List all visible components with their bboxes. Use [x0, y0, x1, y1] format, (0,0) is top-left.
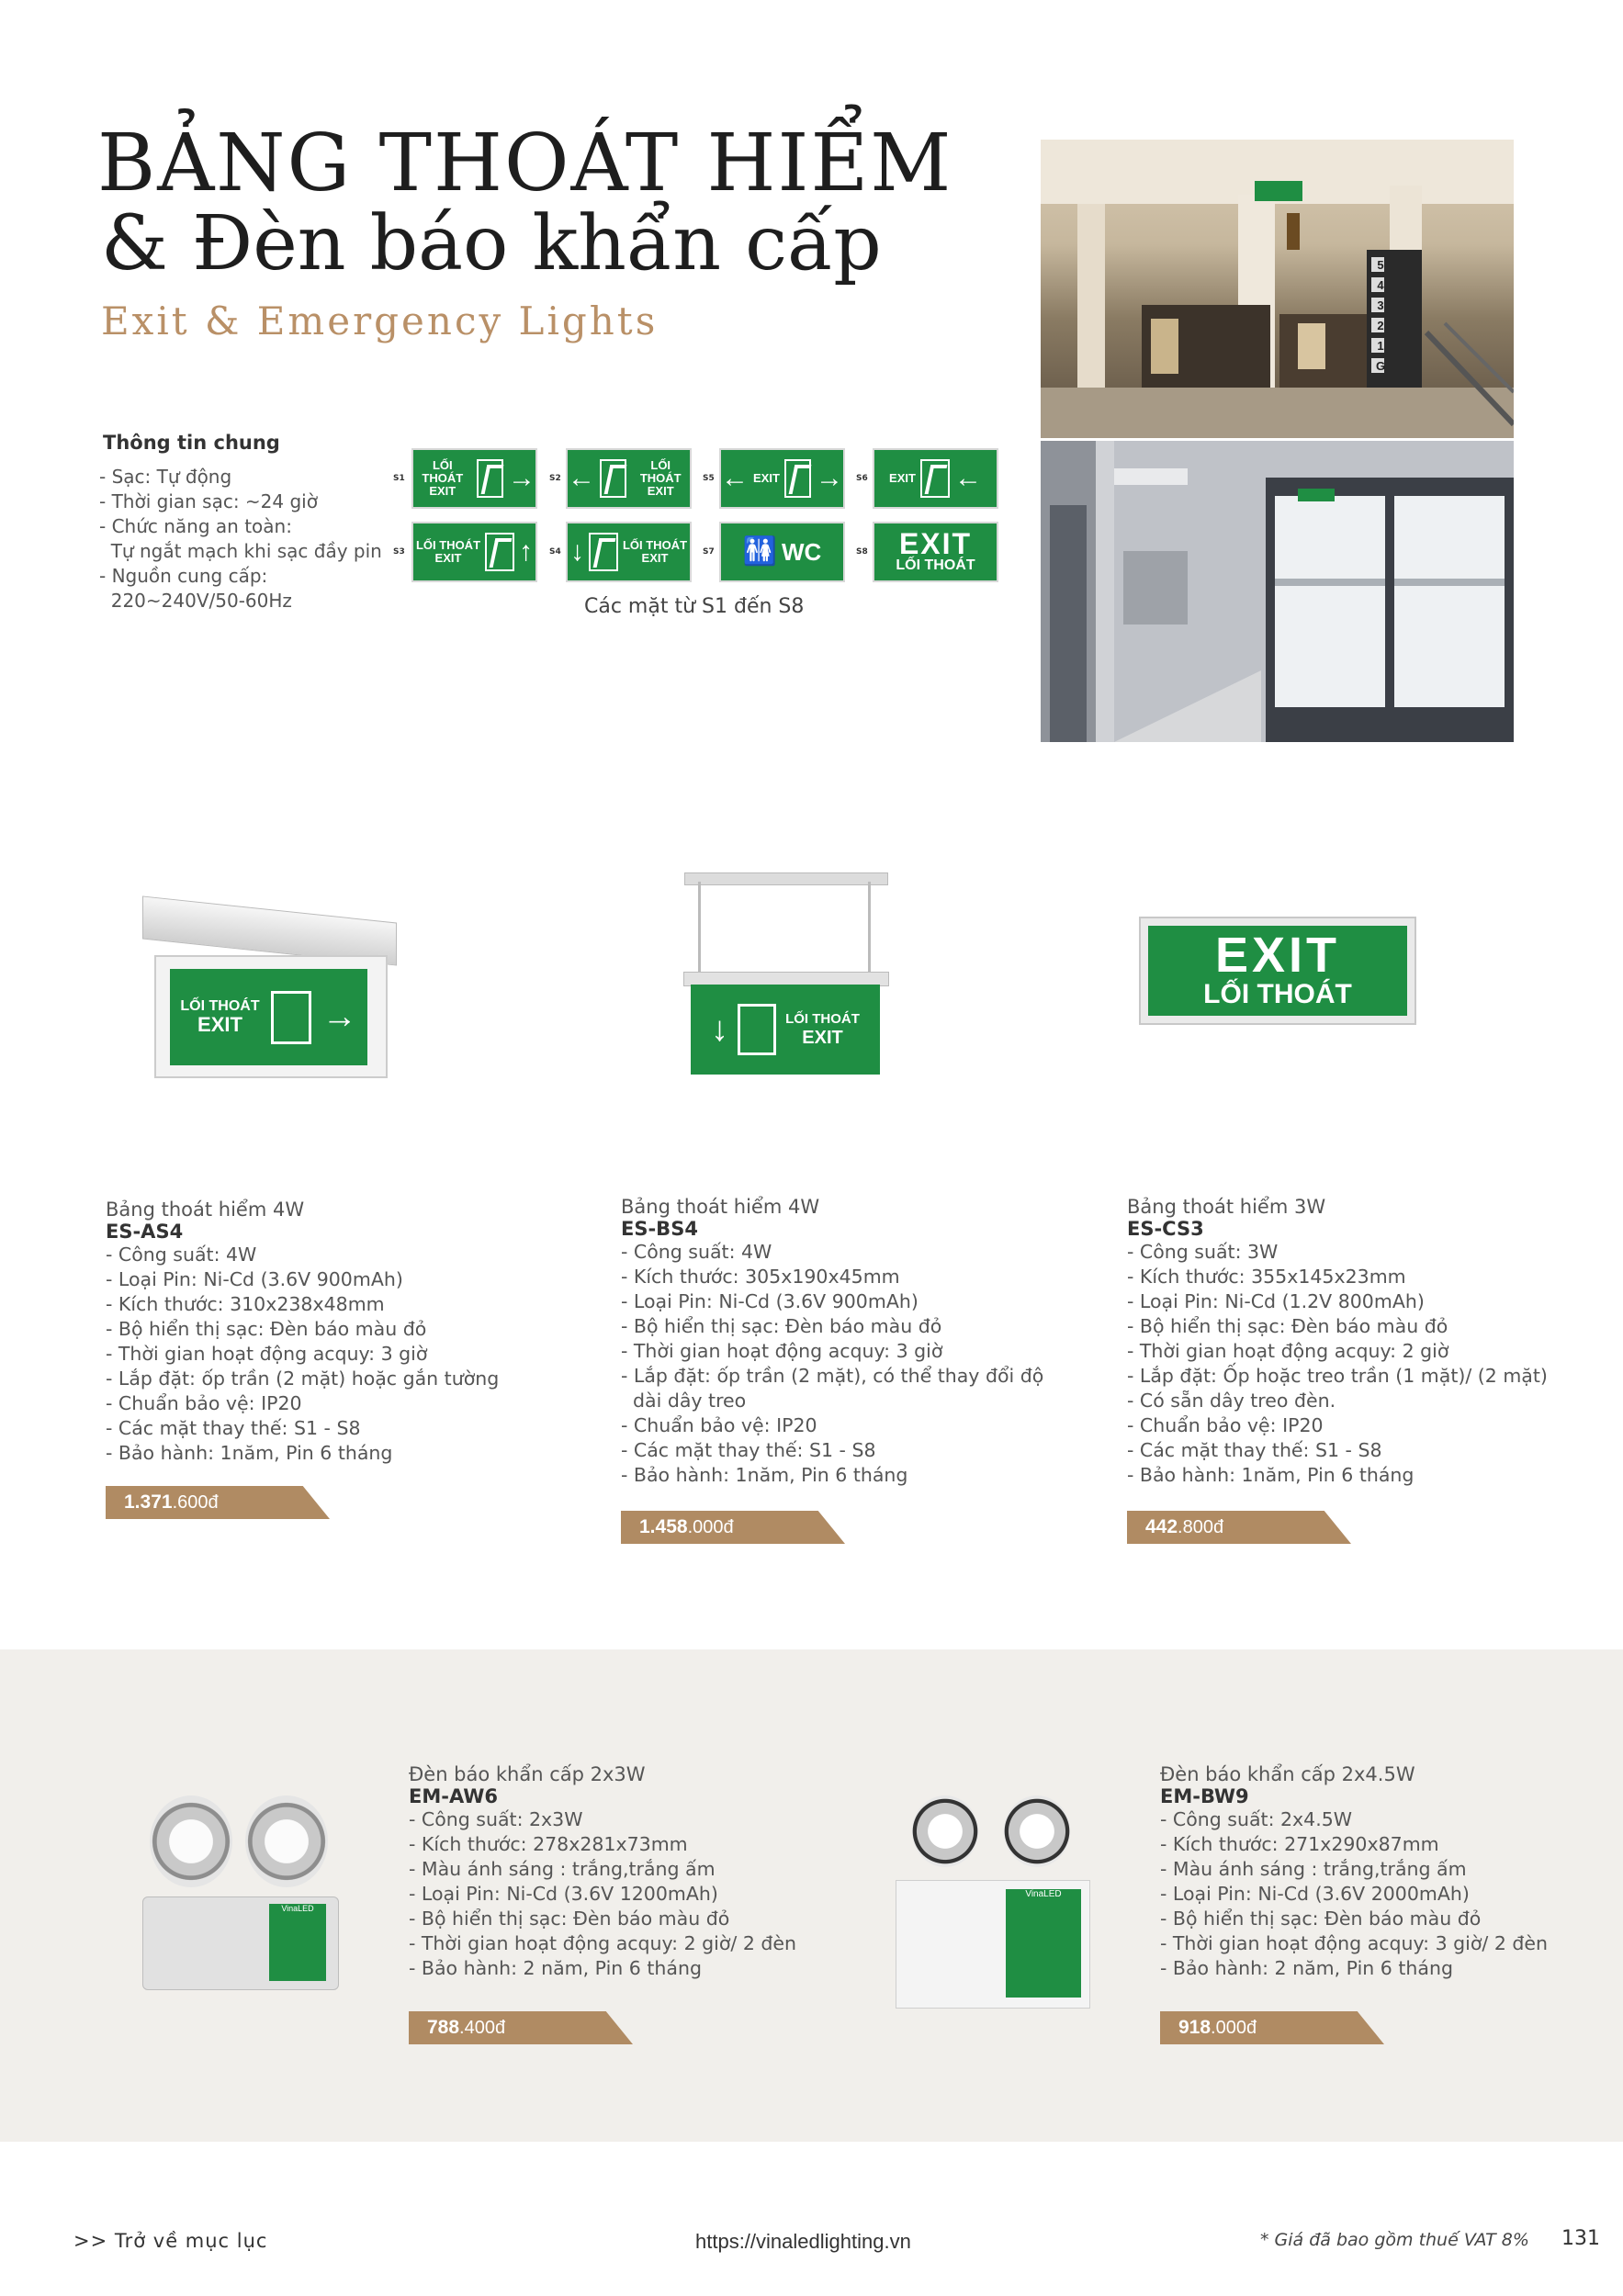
page-number: 131	[1561, 2227, 1600, 2250]
spec-line: - Kích thước: 271x290x87mm	[1160, 1833, 1439, 1855]
brand-panel: VinaLED	[269, 1904, 326, 1981]
price-main: 1.371	[124, 1491, 173, 1513]
sign-text: EXIT	[753, 471, 780, 485]
price-main: 442	[1145, 1516, 1178, 1537]
spec-line: - Bảo hành: 1năm, Pin 6 tháng	[1127, 1464, 1414, 1486]
spec-line: - Thời gian hoạt động acquy: 3 giờ/ 2 đèn	[1160, 1932, 1549, 1954]
arrow-right-icon: →	[816, 463, 843, 493]
lamp-head-right	[245, 1795, 328, 1887]
exit-sign-face	[1148, 926, 1407, 1016]
sign-face-s7	[719, 522, 845, 582]
sign-text: EXIT	[647, 484, 674, 498]
product-image-em-bw9	[896, 1795, 1093, 2011]
spec-line: - Công suất: 4W	[621, 1241, 772, 1263]
price-main: 918	[1178, 2017, 1212, 2038]
spec-line: - Công suất: 2x3W	[409, 1808, 583, 1830]
sign-text: LỐI THOÁT	[422, 458, 464, 485]
arrow-left-icon: ←	[721, 463, 749, 493]
sign-face-s6	[873, 448, 998, 509]
product-code: EM-AW6	[409, 1785, 499, 1807]
arrow-up-icon: ↑	[519, 536, 534, 567]
price-main: 788	[427, 2017, 460, 2038]
sign-text: EXIT	[802, 1028, 843, 1048]
spec-line: - Kích thước: 305x190x45mm	[621, 1266, 900, 1288]
spec-line: - Bộ hiển thị sạc: Đèn báo màu đỏ	[1160, 1908, 1482, 1930]
spec-line: - Các mặt thay thế: S1 - S8	[106, 1417, 361, 1439]
product-code: ES-CS3	[1127, 1218, 1204, 1240]
spec-line: - Bộ hiển thị sạc: Đèn báo màu đỏ	[409, 1908, 730, 1930]
product-name: Đèn báo khẩn cấp 2x4.5W	[1160, 1763, 1415, 1785]
page-subtitle: Exit & Emergency Lights	[101, 298, 659, 343]
sign-text: LỐI THOÁT	[622, 538, 688, 552]
spec-line: - Kích thước: 278x281x73mm	[409, 1833, 688, 1855]
general-info-item: - Sạc: Tự động	[99, 466, 232, 488]
lamp-head-left	[912, 1795, 978, 1867]
price-tag-es-as4	[106, 1486, 330, 1519]
running-man-icon	[589, 533, 618, 571]
product-card-es-cs3	[1127, 1196, 1548, 1488]
spec-line: - Công suất: 2x4.5W	[1160, 1808, 1353, 1830]
website-link[interactable]: https://vinaledlighting.vn	[695, 2230, 911, 2253]
directory-floor: 1	[1377, 339, 1384, 353]
spec-line: - Bộ hiển thị sạc: Đèn báo màu đỏ	[621, 1315, 942, 1337]
directory-floor: G	[1375, 359, 1386, 373]
sign-id: S7	[703, 547, 715, 557]
arrow-right-icon: →	[508, 463, 535, 493]
sign-text: EXIT	[641, 551, 669, 565]
mall-interior-photo	[1041, 140, 1514, 438]
spec-line: - Công suất: 4W	[106, 1244, 257, 1266]
sign-face-s2	[566, 448, 692, 509]
sign-text: LỐI THOÁT	[1203, 979, 1352, 1009]
running-man-icon	[738, 1004, 776, 1055]
sign-id: S2	[549, 474, 561, 483]
price-rest: .400đ	[459, 2018, 506, 2038]
price-tag-es-cs3	[1127, 1511, 1351, 1544]
sign-id: S4	[549, 547, 561, 557]
spec-line: - Loại Pin: Ni-Cd (1.2V 800mAh)	[1127, 1290, 1425, 1312]
spec-line: - Chuẩn bảo vệ: IP20	[621, 1414, 817, 1436]
arrow-left-icon: ←	[568, 463, 595, 493]
hanging-wire	[868, 882, 871, 974]
directory-floor: 3	[1377, 298, 1384, 312]
spec-line: dài dây treo	[621, 1390, 747, 1412]
spec-line: - Thời gian hoạt động acquy: 2 giờ	[1127, 1340, 1449, 1362]
sign-face-s3	[411, 522, 537, 582]
product-card-em-aw6	[409, 1763, 796, 1981]
arrow-left-icon: ←	[953, 463, 982, 493]
product-card-em-bw9	[1160, 1763, 1548, 1981]
spec-line: - Loại Pin: Ni-Cd (3.6V 900mAh)	[106, 1268, 403, 1290]
general-info-item: - Thời gian sạc: ~24 giờ	[99, 490, 318, 512]
spec-line: - Loại Pin: Ni-Cd (3.6V 900mAh)	[621, 1290, 919, 1312]
sign-face-s8	[873, 522, 998, 582]
hanging-wire	[698, 882, 701, 974]
spec-line: - Bảo hành: 2 năm, Pin 6 tháng	[1160, 1957, 1453, 1979]
exit-sign-face	[691, 985, 880, 1075]
sign-id: S3	[393, 547, 405, 557]
general-info-item: Tự ngắt mạch khi sạc đầy pin	[99, 540, 382, 562]
spec-line: - Kích thước: 355x145x23mm	[1127, 1266, 1406, 1288]
spec-line: - Lắp đặt: ốp trần (2 mặt), có thể thay đổi độ	[621, 1365, 1044, 1387]
sign-id: S1	[393, 474, 405, 483]
product-image-es-cs3	[1139, 900, 1419, 1047]
spec-line: - Chuẩn bảo vệ: IP20	[106, 1392, 302, 1414]
sign-text: LỐI THOÁT	[896, 557, 975, 573]
spec-line: - Màu ánh sáng : trắng,trắng ấm	[1160, 1858, 1467, 1880]
product-image-em-aw6	[142, 1795, 340, 1998]
spec-line: - Lắp đặt: Ốp hoặc treo trần (1 mặt)/ (2 mặt)	[1127, 1365, 1548, 1387]
sign-text: WC	[782, 538, 822, 566]
sign-id: S6	[856, 474, 868, 483]
product-image-es-as4	[138, 900, 404, 1097]
spec-line: - Kích thước: 310x238x48mm	[106, 1293, 385, 1315]
sign-text: LỐI THOÁT	[415, 538, 481, 552]
page-title-line1: BẢNG THOÁT HIỂM	[97, 118, 953, 209]
sign-text: EXIT	[898, 527, 973, 560]
spec-line: - Các mặt thay thế: S1 - S8	[621, 1439, 876, 1461]
sign-text: EXIT	[197, 1013, 242, 1036]
sign-faces-caption: Các mặt từ S1 đến S8	[584, 595, 805, 618]
arrow-down-icon: ↓	[711, 1009, 729, 1049]
spec-line: - Thời gian hoạt động acquy: 3 giờ	[106, 1343, 428, 1365]
sign-id: S5	[703, 474, 715, 483]
arrow-right-icon: →	[321, 997, 357, 1036]
directory-floor-list	[1371, 255, 1390, 377]
sign-face-s1	[411, 448, 537, 509]
spec-line: - Lắp đặt: ốp trần (2 mặt) hoặc gắn tường	[106, 1367, 500, 1390]
running-man-icon	[477, 459, 503, 498]
spec-line: - Bảo hành: 1năm, Pin 6 tháng	[106, 1442, 393, 1464]
general-info-item: - Chức năng an toàn:	[99, 515, 292, 537]
exit-sign-face	[170, 969, 367, 1065]
sign-text: LỐI THOÁT	[180, 998, 260, 1014]
spec-line: - Màu ánh sáng : trắng,trắng ấm	[409, 1858, 716, 1880]
product-name: Bảng thoát hiểm 3W	[1127, 1196, 1326, 1218]
product-name: Đèn báo khẩn cấp 2x3W	[409, 1763, 646, 1785]
brand-panel: VinaLED	[1006, 1889, 1081, 1998]
general-info-item: 220~240V/50-60Hz	[99, 590, 292, 612]
product-card-es-bs4	[621, 1196, 1043, 1488]
spec-line: - Loại Pin: Ni-Cd (3.6V 2000mAh)	[1160, 1883, 1470, 1905]
spec-line: - Bộ hiển thị sạc: Đèn báo màu đỏ	[1127, 1315, 1448, 1337]
lamp-head-right	[1004, 1795, 1070, 1867]
spec-line: - Loại Pin: Ni-Cd (3.6V 1200mAh)	[409, 1883, 718, 1905]
product-code: ES-AS4	[106, 1221, 184, 1243]
spec-line: - Công suất: 3W	[1127, 1241, 1279, 1263]
spec-line: - Chuẩn bảo vệ: IP20	[1127, 1414, 1324, 1436]
back-to-contents-link[interactable]: >> Trở về mục lục	[73, 2230, 268, 2252]
running-man-icon	[485, 533, 514, 571]
restroom-icon: 🚻	[742, 536, 778, 567]
running-man-icon	[600, 459, 626, 498]
spec-line: - Bảo hành: 1năm, Pin 6 tháng	[621, 1464, 908, 1486]
product-code: EM-BW9	[1160, 1785, 1249, 1807]
spec-line: - Bộ hiển thị sạc: Đèn báo màu đỏ	[106, 1318, 427, 1340]
product-code: ES-BS4	[621, 1218, 698, 1240]
running-man-icon	[920, 459, 950, 498]
sign-text: EXIT	[1214, 928, 1341, 983]
running-man-icon	[271, 991, 311, 1044]
price-rest: .000đ	[687, 1517, 734, 1537]
general-info-list	[99, 465, 382, 613]
spec-line: - Có sẵn dây treo đèn.	[1127, 1390, 1336, 1412]
sign-text: LỐI THOÁT	[639, 458, 682, 485]
directory-floor: 2	[1377, 319, 1384, 332]
sign-text: LỐI THOÁT	[785, 1011, 860, 1027]
price-rest: .000đ	[1211, 2018, 1257, 2038]
product-name: Bảng thoát hiểm 4W	[621, 1196, 820, 1218]
emergency-door-photo	[1041, 441, 1514, 742]
product-card-es-as4	[106, 1199, 499, 1466]
page-title-line2: & Đèn báo khẩn cấp	[101, 200, 882, 287]
spec-line: - Thời gian hoạt động acquy: 3 giờ	[621, 1340, 943, 1362]
price-tag-es-bs4	[621, 1511, 845, 1544]
general-info-item: - Nguồn cung cấp:	[99, 565, 268, 587]
spec-line: - Bảo hành: 2 năm, Pin 6 tháng	[409, 1957, 702, 1979]
lamp-head-left	[150, 1795, 232, 1887]
sign-text: EXIT	[429, 484, 456, 498]
ceiling-bar	[684, 872, 888, 885]
sign-text: EXIT	[434, 551, 462, 565]
sign-faces-grid	[393, 448, 999, 584]
spec-line: - Các mặt thay thế: S1 - S8	[1127, 1439, 1382, 1461]
directory-floor: 5	[1377, 258, 1384, 272]
directory-floor: 4	[1377, 278, 1384, 292]
sign-face-s4	[566, 522, 692, 582]
spec-line: - Thời gian hoạt động acquy: 2 giờ/ 2 đèn	[409, 1932, 797, 1954]
vat-note: * Giá đã bao gồm thuế VAT 8%	[1260, 2230, 1529, 2250]
price-tag-em-bw9	[1160, 2011, 1384, 2044]
sign-id: S8	[856, 547, 868, 557]
running-man-icon	[784, 459, 811, 498]
product-image-es-bs4	[680, 863, 891, 1130]
arrow-down-icon: ↓	[569, 536, 584, 567]
sign-face-s5	[719, 448, 845, 509]
general-info-heading: Thông tin chung	[103, 432, 280, 454]
price-rest: .800đ	[1178, 1517, 1224, 1537]
price-main: 1.458	[639, 1516, 688, 1537]
product-name: Bảng thoát hiểm 4W	[106, 1199, 305, 1221]
price-tag-em-aw6	[409, 2011, 633, 2044]
price-rest: .600đ	[172, 1492, 219, 1513]
sign-text: EXIT	[889, 471, 916, 485]
